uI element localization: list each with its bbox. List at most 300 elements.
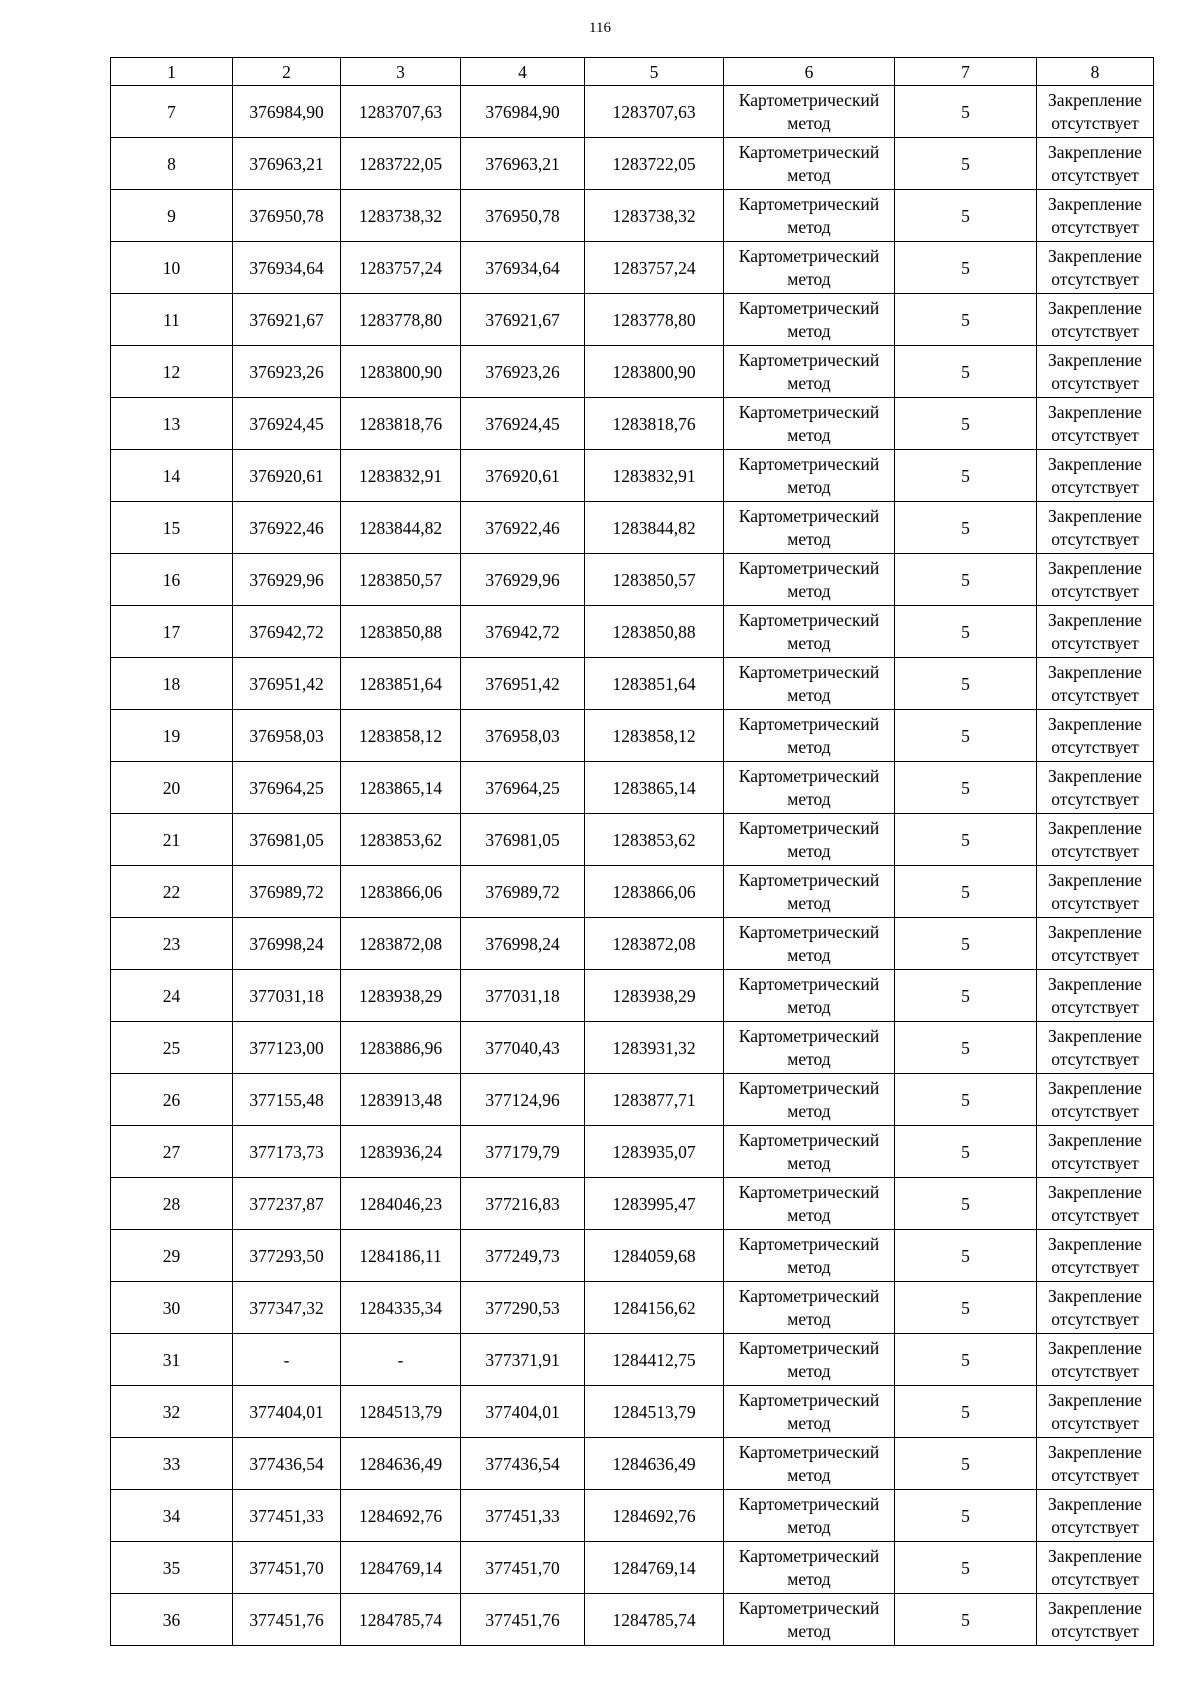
x-coordinate-existing-cell: 377123,00 — [233, 1022, 341, 1074]
point-number-cell: 19 — [111, 710, 233, 762]
method-cell — [724, 1178, 895, 1230]
table-row — [111, 86, 1154, 138]
x-coordinate-refined-cell: 376921,67 — [461, 294, 585, 346]
marking-text-line: отсутствует — [1051, 788, 1139, 809]
accuracy-cell: 5 — [895, 762, 1037, 814]
method-cell — [724, 1542, 895, 1594]
marking-description-cell — [1037, 86, 1154, 138]
x-coordinate-refined-cell: 377436,54 — [461, 1438, 585, 1490]
x-coordinate-refined-cell: 377451,76 — [461, 1594, 585, 1646]
column-header: 3 — [341, 58, 461, 86]
y-coordinate-refined-cell: 1284513,79 — [585, 1386, 724, 1438]
point-number-cell: 25 — [111, 1022, 233, 1074]
table-row — [111, 1542, 1154, 1594]
x-coordinate-existing-cell: 376981,05 — [233, 814, 341, 866]
y-coordinate-existing-cell: 1283757,24 — [341, 242, 461, 294]
marking-description-cell — [1037, 554, 1154, 606]
method-text-line: метод — [787, 944, 831, 965]
y-coordinate-refined-cell: 1283818,76 — [585, 398, 724, 450]
x-coordinate-existing-cell: 376934,64 — [233, 242, 341, 294]
marking-description-cell — [1037, 398, 1154, 450]
marking-description-cell — [1037, 970, 1154, 1022]
table-row — [111, 970, 1154, 1022]
y-coordinate-refined-cell: 1283722,05 — [585, 138, 724, 190]
x-coordinate-existing-cell: 376929,96 — [233, 554, 341, 606]
method-text-line: метод — [787, 320, 831, 341]
accuracy-cell: 5 — [895, 294, 1037, 346]
column-header: 6 — [724, 58, 895, 86]
method-cell — [724, 762, 895, 814]
method-text-line: Картометрический — [738, 1233, 880, 1254]
method-text-line: Картометрический — [738, 765, 880, 786]
y-coordinate-refined-cell: 1283935,07 — [585, 1126, 724, 1178]
point-number-cell: 17 — [111, 606, 233, 658]
marking-text-line: Закрепление — [1048, 1129, 1142, 1150]
y-coordinate-refined-cell: 1283844,82 — [585, 502, 724, 554]
point-number-cell: 36 — [111, 1594, 233, 1646]
table-row — [111, 1594, 1154, 1646]
y-coordinate-refined-cell: 1283850,88 — [585, 606, 724, 658]
y-coordinate-refined-cell: 1283931,32 — [585, 1022, 724, 1074]
x-coordinate-refined-cell: 377031,18 — [461, 970, 585, 1022]
method-text-line: метод — [787, 216, 831, 237]
point-number-cell: 7 — [111, 86, 233, 138]
marking-text-line: Закрепление — [1048, 1337, 1142, 1358]
accuracy-cell: 5 — [895, 710, 1037, 762]
point-number-cell: 16 — [111, 554, 233, 606]
accuracy-cell: 5 — [895, 1126, 1037, 1178]
marking-text-line: отсутствует — [1051, 736, 1139, 757]
x-coordinate-existing-cell: 377155,48 — [233, 1074, 341, 1126]
point-number-cell: 21 — [111, 814, 233, 866]
y-coordinate-existing-cell: 1283778,80 — [341, 294, 461, 346]
marking-text-line: Закрепление — [1048, 1025, 1142, 1046]
method-text-line: метод — [787, 1620, 831, 1641]
marking-text-line: Закрепление — [1048, 557, 1142, 578]
y-coordinate-refined-cell: 1283877,71 — [585, 1074, 724, 1126]
accuracy-cell: 5 — [895, 1386, 1037, 1438]
table-row — [111, 138, 1154, 190]
marking-text-line: Закрепление — [1048, 869, 1142, 890]
y-coordinate-existing-cell: 1283844,82 — [341, 502, 461, 554]
method-text-line: Картометрический — [738, 141, 880, 162]
marking-text-line: отсутствует — [1051, 1048, 1139, 1069]
y-coordinate-existing-cell: 1283722,05 — [341, 138, 461, 190]
method-text-line: Картометрический — [738, 89, 880, 110]
marking-text-line: Закрепление — [1048, 1493, 1142, 1514]
x-coordinate-existing-cell: 376951,42 — [233, 658, 341, 710]
x-coordinate-refined-cell: 376984,90 — [461, 86, 585, 138]
accuracy-cell: 5 — [895, 1074, 1037, 1126]
marking-text-line: Закрепление — [1048, 609, 1142, 630]
x-coordinate-refined-cell: 376989,72 — [461, 866, 585, 918]
x-coordinate-refined-cell: 376963,21 — [461, 138, 585, 190]
method-text-line: метод — [787, 164, 831, 185]
table-row — [111, 450, 1154, 502]
x-coordinate-refined-cell: 377404,01 — [461, 1386, 585, 1438]
y-coordinate-refined-cell: 1283851,64 — [585, 658, 724, 710]
marking-text-line: отсутствует — [1051, 1412, 1139, 1433]
method-cell — [724, 1490, 895, 1542]
marking-text-line: отсутствует — [1051, 320, 1139, 341]
marking-description-cell — [1037, 346, 1154, 398]
y-coordinate-refined-cell: 1283995,47 — [585, 1178, 724, 1230]
x-coordinate-existing-cell: 377436,54 — [233, 1438, 341, 1490]
x-coordinate-refined-cell: 376924,45 — [461, 398, 585, 450]
y-coordinate-existing-cell: 1283913,48 — [341, 1074, 461, 1126]
marking-text-line: Закрепление — [1048, 505, 1142, 526]
marking-text-line: отсутствует — [1051, 476, 1139, 497]
x-coordinate-existing-cell: 376964,25 — [233, 762, 341, 814]
method-cell — [724, 1282, 895, 1334]
point-number-cell: 13 — [111, 398, 233, 450]
y-coordinate-existing-cell: 1284046,23 — [341, 1178, 461, 1230]
marking-text-line: Закрепление — [1048, 1233, 1142, 1254]
point-number-cell: 8 — [111, 138, 233, 190]
x-coordinate-existing-cell: 377451,70 — [233, 1542, 341, 1594]
marking-text-line: Закрепление — [1048, 661, 1142, 682]
marking-text-line: Закрепление — [1048, 401, 1142, 422]
point-number-cell: 22 — [111, 866, 233, 918]
point-number-cell: 27 — [111, 1126, 233, 1178]
y-coordinate-existing-cell: 1283853,62 — [341, 814, 461, 866]
marking-text-line: отсутствует — [1051, 424, 1139, 445]
method-cell — [724, 450, 895, 502]
marking-text-line: Закрепление — [1048, 921, 1142, 942]
x-coordinate-existing-cell: 376923,26 — [233, 346, 341, 398]
point-number-cell: 34 — [111, 1490, 233, 1542]
x-coordinate-refined-cell: 377249,73 — [461, 1230, 585, 1282]
y-coordinate-refined-cell: 1283707,63 — [585, 86, 724, 138]
table-row — [111, 346, 1154, 398]
y-coordinate-existing-cell: 1283818,76 — [341, 398, 461, 450]
table-body — [111, 86, 1154, 1646]
marking-text-line: Закрепление — [1048, 89, 1142, 110]
marking-text-line: Закрепление — [1048, 193, 1142, 214]
x-coordinate-existing-cell: 376958,03 — [233, 710, 341, 762]
method-cell — [724, 86, 895, 138]
x-coordinate-existing-cell: 376924,45 — [233, 398, 341, 450]
accuracy-cell: 5 — [895, 1282, 1037, 1334]
point-number-cell: 28 — [111, 1178, 233, 1230]
x-coordinate-existing-cell: 376920,61 — [233, 450, 341, 502]
method-text-line: Картометрический — [738, 1545, 880, 1566]
marking-description-cell — [1037, 1022, 1154, 1074]
method-cell — [724, 1022, 895, 1074]
x-coordinate-existing-cell: 376922,46 — [233, 502, 341, 554]
y-coordinate-existing-cell: 1283866,06 — [341, 866, 461, 918]
y-coordinate-refined-cell: 1283853,62 — [585, 814, 724, 866]
accuracy-cell: 5 — [895, 1022, 1037, 1074]
y-coordinate-existing-cell: 1284692,76 — [341, 1490, 461, 1542]
marking-description-cell — [1037, 1490, 1154, 1542]
method-text-line: Картометрический — [738, 1597, 880, 1618]
point-number-cell: 14 — [111, 450, 233, 502]
method-cell — [724, 294, 895, 346]
table-row — [111, 398, 1154, 450]
x-coordinate-refined-cell: 376942,72 — [461, 606, 585, 658]
marking-description-cell — [1037, 1282, 1154, 1334]
y-coordinate-existing-cell: 1283865,14 — [341, 762, 461, 814]
x-coordinate-existing-cell: 377031,18 — [233, 970, 341, 1022]
point-number-cell: 24 — [111, 970, 233, 1022]
method-cell — [724, 398, 895, 450]
table-row — [111, 1438, 1154, 1490]
y-coordinate-refined-cell: 1284636,49 — [585, 1438, 724, 1490]
accuracy-cell: 5 — [895, 866, 1037, 918]
accuracy-cell: 5 — [895, 190, 1037, 242]
x-coordinate-refined-cell: 376934,64 — [461, 242, 585, 294]
table-row — [111, 294, 1154, 346]
marking-text-line: Закрепление — [1048, 453, 1142, 474]
marking-description-cell — [1037, 450, 1154, 502]
point-number-cell: 30 — [111, 1282, 233, 1334]
table-row — [111, 710, 1154, 762]
marking-text-line: отсутствует — [1051, 996, 1139, 1017]
x-coordinate-refined-cell: 376998,24 — [461, 918, 585, 970]
y-coordinate-refined-cell: 1284412,75 — [585, 1334, 724, 1386]
marking-description-cell — [1037, 1542, 1154, 1594]
y-coordinate-refined-cell: 1283778,80 — [585, 294, 724, 346]
method-text-line: метод — [787, 372, 831, 393]
method-cell — [724, 1230, 895, 1282]
method-text-line: Картометрический — [738, 1441, 880, 1462]
column-header: 8 — [1037, 58, 1154, 86]
method-text-line: Картометрический — [738, 1389, 880, 1410]
marking-text-line: отсутствует — [1051, 840, 1139, 861]
x-coordinate-existing-cell: 377404,01 — [233, 1386, 341, 1438]
marking-description-cell — [1037, 190, 1154, 242]
accuracy-cell: 5 — [895, 138, 1037, 190]
y-coordinate-existing-cell: 1283707,63 — [341, 86, 461, 138]
accuracy-cell: 5 — [895, 502, 1037, 554]
accuracy-cell: 5 — [895, 1490, 1037, 1542]
marking-text-line: Закрепление — [1048, 141, 1142, 162]
x-coordinate-existing-cell: 376921,67 — [233, 294, 341, 346]
y-coordinate-refined-cell: 1284156,62 — [585, 1282, 724, 1334]
x-coordinate-refined-cell: 377040,43 — [461, 1022, 585, 1074]
point-number-cell: 11 — [111, 294, 233, 346]
point-number-cell: 26 — [111, 1074, 233, 1126]
method-text-line: метод — [787, 1100, 831, 1121]
x-coordinate-existing-cell: 376989,72 — [233, 866, 341, 918]
method-cell — [724, 866, 895, 918]
y-coordinate-refined-cell: 1283738,32 — [585, 190, 724, 242]
y-coordinate-existing-cell: 1283886,96 — [341, 1022, 461, 1074]
method-text-line: Картометрический — [738, 1285, 880, 1306]
method-text-line: метод — [787, 1516, 831, 1537]
y-coordinate-refined-cell: 1283850,57 — [585, 554, 724, 606]
method-cell — [724, 190, 895, 242]
column-header: 5 — [585, 58, 724, 86]
method-cell — [724, 502, 895, 554]
marking-text-line: отсутствует — [1051, 1308, 1139, 1329]
table-row — [111, 918, 1154, 970]
accuracy-cell: 5 — [895, 398, 1037, 450]
method-cell — [724, 242, 895, 294]
accuracy-cell: 5 — [895, 1230, 1037, 1282]
column-header: 2 — [233, 58, 341, 86]
point-number-cell: 23 — [111, 918, 233, 970]
column-header: 1 — [111, 58, 233, 86]
coordinates-table — [110, 57, 1154, 1646]
marking-description-cell — [1037, 1178, 1154, 1230]
table-row — [111, 1126, 1154, 1178]
y-coordinate-refined-cell: 1283800,90 — [585, 346, 724, 398]
table-row — [111, 658, 1154, 710]
method-cell — [724, 138, 895, 190]
method-text-line: Картометрический — [738, 453, 880, 474]
marking-description-cell — [1037, 1230, 1154, 1282]
y-coordinate-existing-cell: 1283832,91 — [341, 450, 461, 502]
y-coordinate-refined-cell: 1283832,91 — [585, 450, 724, 502]
x-coordinate-refined-cell: 376981,05 — [461, 814, 585, 866]
table-row — [111, 242, 1154, 294]
marking-text-line: отсутствует — [1051, 944, 1139, 965]
table-row — [111, 1230, 1154, 1282]
x-coordinate-existing-cell: 376950,78 — [233, 190, 341, 242]
method-text-line: метод — [787, 1464, 831, 1485]
marking-text-line: отсутствует — [1051, 632, 1139, 653]
accuracy-cell: 5 — [895, 86, 1037, 138]
marking-description-cell — [1037, 1438, 1154, 1490]
x-coordinate-existing-cell: 377293,50 — [233, 1230, 341, 1282]
method-text-line: метод — [787, 424, 831, 445]
y-coordinate-existing-cell: 1284636,49 — [341, 1438, 461, 1490]
marking-text-line: отсутствует — [1051, 1100, 1139, 1121]
accuracy-cell: 5 — [895, 1178, 1037, 1230]
y-coordinate-existing-cell: 1283850,57 — [341, 554, 461, 606]
marking-description-cell — [1037, 502, 1154, 554]
method-cell — [724, 554, 895, 606]
method-cell — [724, 1334, 895, 1386]
x-coordinate-refined-cell: 377179,79 — [461, 1126, 585, 1178]
marking-text-line: отсутствует — [1051, 112, 1139, 133]
accuracy-cell: 5 — [895, 1334, 1037, 1386]
y-coordinate-existing-cell: 1283872,08 — [341, 918, 461, 970]
table-row — [111, 814, 1154, 866]
method-text-line: Картометрический — [738, 297, 880, 318]
marking-text-line: Закрепление — [1048, 973, 1142, 994]
method-cell — [724, 710, 895, 762]
accuracy-cell: 5 — [895, 346, 1037, 398]
method-text-line: метод — [787, 788, 831, 809]
method-text-line: метод — [787, 1256, 831, 1277]
point-number-cell: 35 — [111, 1542, 233, 1594]
method-cell — [724, 1386, 895, 1438]
point-number-cell: 10 — [111, 242, 233, 294]
accuracy-cell: 5 — [895, 814, 1037, 866]
y-coordinate-existing-cell: 1283851,64 — [341, 658, 461, 710]
table-row — [111, 1282, 1154, 1334]
y-coordinate-existing-cell: 1284335,34 — [341, 1282, 461, 1334]
method-text-line: Картометрический — [738, 349, 880, 370]
y-coordinate-refined-cell: 1283866,06 — [585, 866, 724, 918]
table-row — [111, 1178, 1154, 1230]
marking-text-line: отсутствует — [1051, 528, 1139, 549]
x-coordinate-refined-cell: 376929,96 — [461, 554, 585, 606]
column-number-row — [111, 58, 1154, 86]
method-text-line: Картометрический — [738, 817, 880, 838]
method-text-line: метод — [787, 112, 831, 133]
method-text-line: Картометрический — [738, 1025, 880, 1046]
y-coordinate-refined-cell: 1283858,12 — [585, 710, 724, 762]
method-text-line: Картометрический — [738, 245, 880, 266]
method-text-line: метод — [787, 1308, 831, 1329]
y-coordinate-refined-cell: 1283872,08 — [585, 918, 724, 970]
method-text-line: метод — [787, 840, 831, 861]
marking-text-line: Закрепление — [1048, 1077, 1142, 1098]
marking-description-cell — [1037, 294, 1154, 346]
accuracy-cell: 5 — [895, 970, 1037, 1022]
x-coordinate-existing-cell: 376984,90 — [233, 86, 341, 138]
table-row — [111, 1490, 1154, 1542]
method-text-line: Картометрический — [738, 1077, 880, 1098]
method-cell — [724, 658, 895, 710]
marking-text-line: отсутствует — [1051, 1620, 1139, 1641]
marking-text-line: отсутствует — [1051, 1152, 1139, 1173]
method-text-line: метод — [787, 684, 831, 705]
marking-description-cell — [1037, 814, 1154, 866]
x-coordinate-existing-cell: - — [233, 1334, 341, 1386]
y-coordinate-existing-cell: 1283858,12 — [341, 710, 461, 762]
y-coordinate-existing-cell: 1284785,74 — [341, 1594, 461, 1646]
x-coordinate-refined-cell: 376958,03 — [461, 710, 585, 762]
marking-text-line: Закрепление — [1048, 1545, 1142, 1566]
marking-text-line: Закрепление — [1048, 1441, 1142, 1462]
marking-description-cell — [1037, 710, 1154, 762]
method-text-line: метод — [787, 1360, 831, 1381]
x-coordinate-refined-cell: 376920,61 — [461, 450, 585, 502]
table-row — [111, 866, 1154, 918]
method-text-line: метод — [787, 632, 831, 653]
method-text-line: Картометрический — [738, 401, 880, 422]
marking-text-line: Закрепление — [1048, 1597, 1142, 1618]
method-text-line: Картометрический — [738, 713, 880, 734]
accuracy-cell: 5 — [895, 1438, 1037, 1490]
marking-text-line: отсутствует — [1051, 892, 1139, 913]
x-coordinate-existing-cell: 377173,73 — [233, 1126, 341, 1178]
y-coordinate-refined-cell: 1284059,68 — [585, 1230, 724, 1282]
marking-description-cell — [1037, 242, 1154, 294]
accuracy-cell: 5 — [895, 554, 1037, 606]
table-row — [111, 1386, 1154, 1438]
marking-description-cell — [1037, 762, 1154, 814]
marking-text-line: отсутствует — [1051, 580, 1139, 601]
method-cell — [724, 606, 895, 658]
x-coordinate-refined-cell: 377290,53 — [461, 1282, 585, 1334]
marking-text-line: отсутствует — [1051, 1464, 1139, 1485]
method-text-line: метод — [787, 892, 831, 913]
marking-text-line: отсутствует — [1051, 1516, 1139, 1537]
method-cell — [724, 1074, 895, 1126]
y-coordinate-refined-cell: 1283757,24 — [585, 242, 724, 294]
point-number-cell: 29 — [111, 1230, 233, 1282]
method-text-line: Картометрический — [738, 921, 880, 942]
marking-text-line: отсутствует — [1051, 164, 1139, 185]
marking-text-line: отсутствует — [1051, 1360, 1139, 1381]
y-coordinate-existing-cell: 1283850,88 — [341, 606, 461, 658]
marking-description-cell — [1037, 606, 1154, 658]
method-text-line: метод — [787, 736, 831, 757]
marking-description-cell — [1037, 866, 1154, 918]
column-header: 4 — [461, 58, 585, 86]
x-coordinate-refined-cell: 376922,46 — [461, 502, 585, 554]
marking-text-line: Закрепление — [1048, 349, 1142, 370]
table-row — [111, 606, 1154, 658]
table-row — [111, 1334, 1154, 1386]
y-coordinate-existing-cell: 1283800,90 — [341, 346, 461, 398]
